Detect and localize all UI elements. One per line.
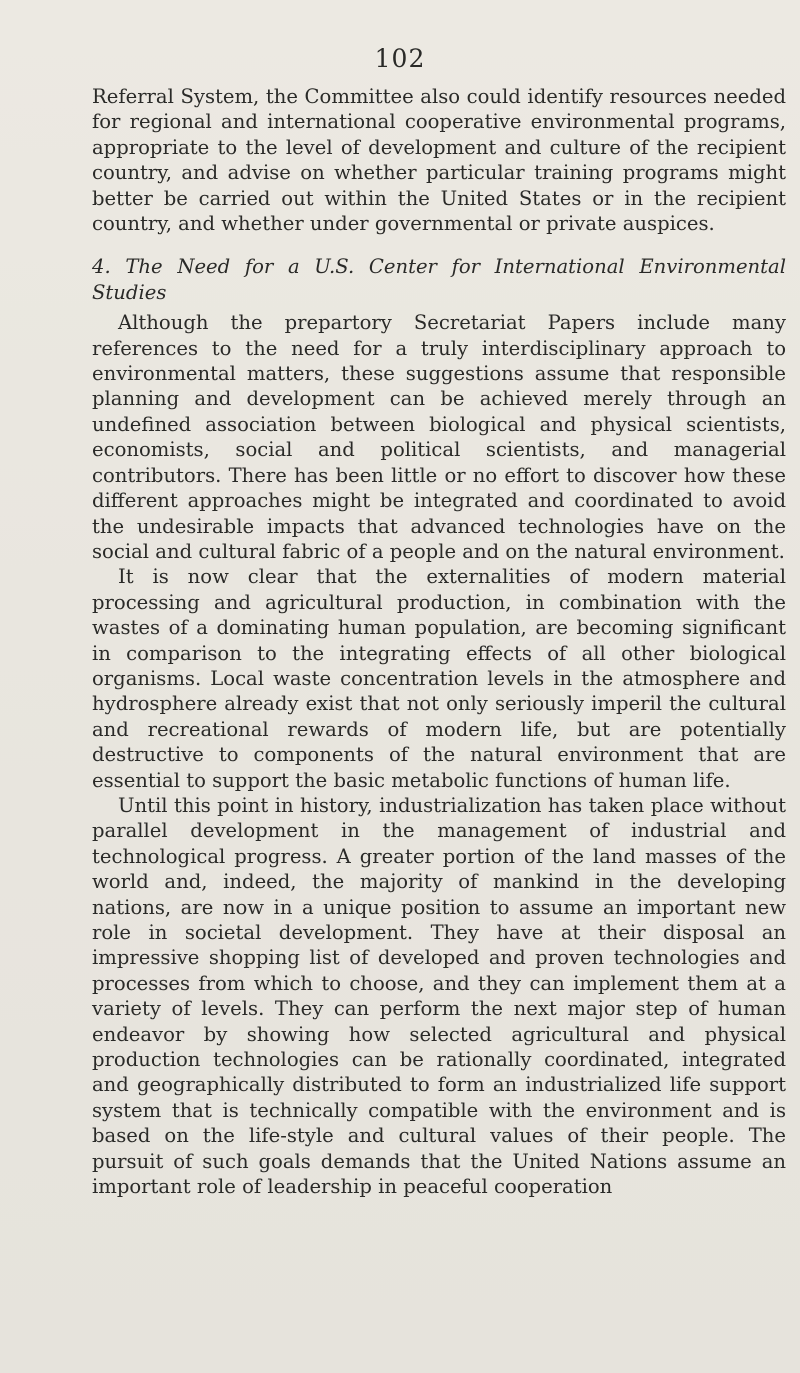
section-heading-line-2: Studies	[92, 280, 167, 304]
paragraph-2: It is now clear that the externalities of modern material processing and agricultural production, in combination with the wastes of a dominating human population, are becoming significant in comparison to the integrating effects of all other biological organisms. Local waste concentration levels in the atmosphere and hydrosphere already exist that not only seriously imperil the cultural and recreational rewards of modern life, but are potentially destructive to components of the natural environment that are essential to support the basic metabolic functions of human life.	[92, 565, 786, 792]
page-number: 102	[374, 44, 426, 73]
body-text	[92, 84, 786, 1199]
section-heading-line-1: 4. The Need for a U.S. Center for International Environmental	[92, 255, 786, 279]
paragraph-3: Until this point in history, industrialization has taken place without parallel development in the management of industrial and technological progress. A greater portion of the land masses of the world and, indeed, the majority of mankind in the developing nations, are now in a unique position to assume an important new role in societal development. They have at their disposal an impressive shopping list of developed and proven technologies and processes from which to choose, and they can implement them at a variety of levels. They can perform the next major step of human endeavor by showing how selected agricultural and physical production technologies can be rationally coordinated, integrated and geographically distributed to form an industrialized life support system that is technically compatible with the environment and is based on the life-style and cultural values of their people. The pursuit of such goals demands that the United Nations assume an important role of leadership in peaceful cooperation	[92, 793, 786, 1199]
section-heading	[92, 254, 786, 305]
paragraph-1: Although the prepartory Secretariat Papers include many references to the need for a truly interdisciplinary approach to environmental matters, these suggestions assume that responsible planning and development can be achieved merely through an undefined association between biological and physical scientists, economists, social and political scientists, and managerial contributors. There has been little or no effort to discover how these different approaches might be integrated and coordinated to avoid the undesirable impacts that advanced technologies have on the social and cultural fabric of a people and on the natural environment.	[92, 311, 786, 563]
intro-paragraph: Referral System, the Committee also could identify resources needed for regional and international cooperative environmental programs, appropriate to the level of development and culture of the recipient country, and advise on whether particular training programs might better be carried out within the United States or in the recipient country, and whether under governmental or private auspices.	[92, 85, 786, 236]
